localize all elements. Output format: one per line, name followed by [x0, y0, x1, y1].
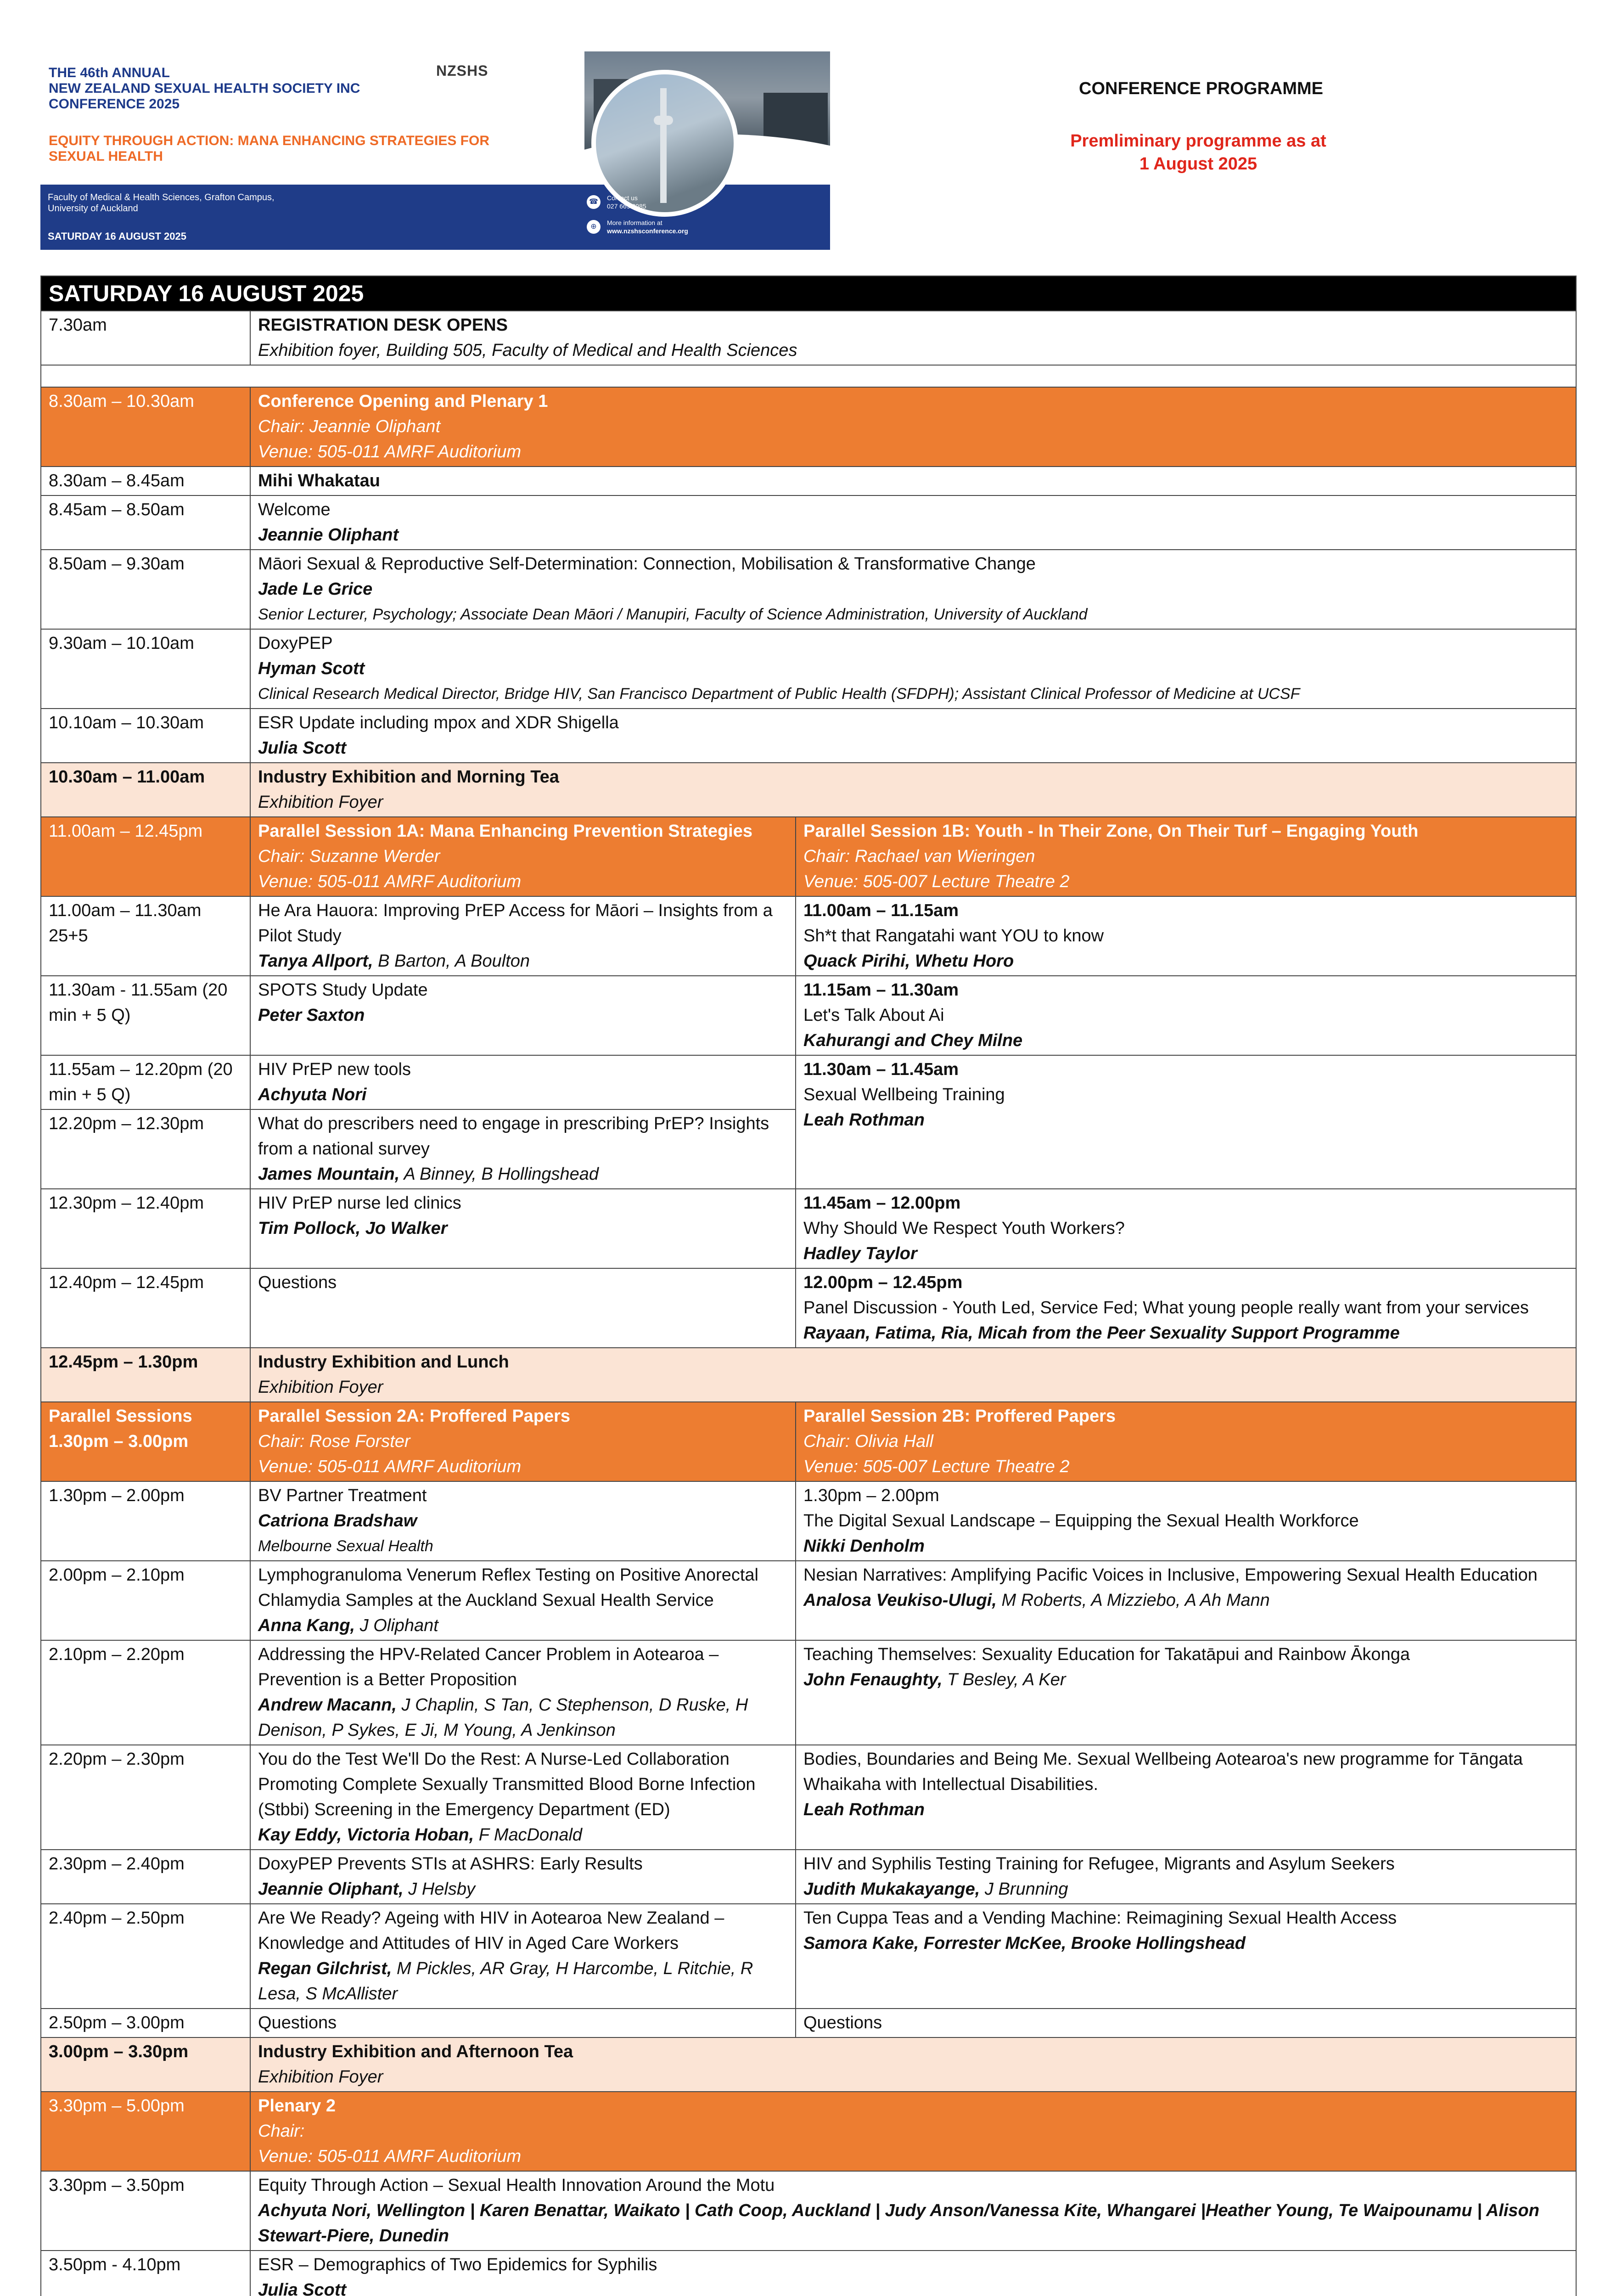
session-cell — [250, 2092, 1576, 2171]
parallel-session-cell — [796, 896, 1576, 976]
session-cell — [250, 2037, 1576, 2092]
session-text: Questions — [803, 2013, 882, 2032]
presenter-line: Tim Pollock, Jo Walker — [258, 1219, 448, 1238]
session-text: BV Partner Treatment — [258, 1486, 427, 1505]
document-title: CONFERENCE PROGRAMME — [1079, 79, 1324, 98]
presenter-text: Tanya Allport, — [258, 951, 373, 971]
time-cell: 8.30am – 10.30am — [41, 387, 250, 467]
presenter-text: Anna Kang, — [258, 1616, 355, 1635]
session-text: Chair: Olivia Hall — [803, 1432, 933, 1451]
time-cell: 10.30am – 11.00am — [41, 763, 250, 817]
session-title: Parallel Session 2B: Proffered Papers — [803, 1407, 1116, 1426]
session-text: Chair: Rachael van Wieringen — [803, 847, 1035, 866]
session-text: Exhibition Foyer — [258, 1378, 383, 1397]
programme-row — [41, 2092, 1576, 2171]
programme-row — [41, 467, 1576, 495]
programme-row — [41, 1640, 1576, 1745]
presenter-text: A Binney, B Hollingshead — [399, 1165, 599, 1184]
time-cell: 2.10pm – 2.20pm — [41, 1640, 250, 1745]
time-cell: 12.40pm – 12.45pm — [41, 1268, 250, 1348]
session-text: Teaching Themselves: Sexuality Education for Takatāpui and Rainbow Ākonga — [803, 1645, 1410, 1664]
session-cell — [250, 817, 796, 896]
session-cell — [250, 1850, 796, 1904]
session-text: HIV and Syphilis Testing Training for Refugee, Migrants and Asylum Seekers — [803, 1854, 1395, 1874]
session-text: Welcome — [258, 500, 331, 519]
presenter-line — [258, 1613, 789, 1638]
programme-row — [41, 1189, 1576, 1268]
session-text: Bodies, Boundaries and Being Me. Sexual Wellbeing Aotearoa's new programme for Tāngata Whaikaha with Intellectual Disabilities. — [803, 1750, 1523, 1794]
parallel-session-cell — [796, 1481, 1576, 1561]
session-cell — [250, 467, 1576, 495]
presenter-line: Kahurangi and Chey Milne — [803, 1031, 1023, 1050]
session-text: Ten Cuppa Teas and a Vending Machine: Reimagining Sexual Health Access — [803, 1908, 1397, 1928]
session-text: Addressing the HPV-Related Cancer Problem in Aotearoa – Prevention is a Better Proposition — [258, 1645, 719, 1689]
nzshs-logo: NZSHS — [436, 62, 488, 79]
presenter-text: J Chaplin, S Tan, C Stephenson, D Ruske, H Denison, P Sykes, E Ji, M Young, A Jenkinson — [258, 1695, 748, 1740]
parallel-session-cell — [796, 817, 1576, 896]
session-text: He Ara Hauora: Improving PrEP Access for Māori – Insights from a Pilot Study — [258, 901, 773, 945]
time-cell: 11.00am – 11.30am 25+5 — [41, 896, 250, 976]
session-cell — [250, 550, 1576, 629]
session-cell — [250, 1402, 796, 1481]
presenter-text: F MacDonald — [474, 1825, 583, 1845]
presenter-line — [258, 1956, 789, 2007]
presenter-text: M Pickles, AR Gray, H Harcombe, L Ritchie, R Lesa, S McAllister — [258, 1959, 753, 2003]
session-text: Māori Sexual & Reproductive Self-Determination: Connection, Mobilisation & Transformative Change — [258, 554, 1036, 574]
session-cell — [250, 1055, 796, 1109]
session-text: Exhibition foyer, Building 505, Faculty of Medical and Health Sciences — [258, 341, 797, 360]
session-text: Equity Through Action – Sexual Health Innovation Around the Motu — [258, 2176, 775, 2195]
programme-row — [41, 2251, 1576, 2296]
session-text: Sexual Wellbeing Training — [803, 1085, 1005, 1104]
session-text: What do prescribers need to engage in prescribing PrEP? Insights from a national survey — [258, 1114, 769, 1159]
presenter-line: Leah Rothman — [803, 1800, 925, 1819]
presenter-line: Quack Pirihi, Whetu Horo — [803, 951, 1014, 971]
presenter-line — [258, 1693, 789, 1743]
globe-icon: ⊕ — [587, 220, 601, 234]
presenter-line: Rayaan, Fatima, Ria, Micah from the Peer Sexuality Support Programme — [803, 1323, 1400, 1343]
session-text: Panel Discussion - Youth Led, Service Fed; What young people really want from your services — [803, 1298, 1529, 1317]
session-title: 11.15am – 11.30am — [803, 980, 959, 1000]
phone-icon: ☎ — [587, 195, 601, 209]
presenter-text: Judith Mukakayange, — [803, 1880, 980, 1899]
session-cell — [250, 2171, 1576, 2251]
banner-venue: Faculty of Medical & Health Sciences, Grafton Campus, University of Auckland — [48, 192, 275, 214]
session-cell — [250, 709, 1576, 763]
parallel-session-cell — [796, 1640, 1576, 1745]
presenter-line: Jeannie Oliphant — [258, 525, 399, 545]
session-text: 1.30pm – 2.00pm — [803, 1486, 939, 1505]
session-cell — [250, 1481, 796, 1561]
session-title: Industry Exhibition and Afternoon Tea — [258, 2042, 573, 2061]
programme-row — [41, 817, 1576, 896]
session-text: Let's Talk About Ai — [803, 1006, 944, 1025]
session-cell — [250, 495, 1576, 550]
time-cell: 8.50am – 9.30am — [41, 550, 250, 629]
session-cell — [250, 2251, 1576, 2296]
day-header-row — [41, 276, 1576, 311]
presenter-line — [258, 1162, 789, 1187]
time-cell: 1.30pm – 2.00pm — [41, 1481, 250, 1561]
session-title: Parallel Session 1A: Mana Enhancing Prevention Strategies — [258, 822, 753, 841]
banner-title: THE 46th ANNUAL NEW ZEALAND SEXUAL HEALTH SOCIETY INC CONFERENCE 2025 — [49, 65, 360, 112]
time-cell: 2.20pm – 2.30pm — [41, 1745, 250, 1850]
session-text: Questions — [258, 2013, 337, 2032]
session-title: Plenary 2 — [258, 2096, 336, 2116]
session-cell — [250, 387, 1576, 467]
presenter-line: Nikki Denholm — [803, 1536, 925, 1556]
banner-date: SATURDAY 16 AUGUST 2025 — [48, 231, 186, 242]
programme-row — [41, 550, 1576, 629]
session-cell — [250, 1640, 796, 1745]
time-cell: 3.30pm – 3.50pm — [41, 2171, 250, 2251]
parallel-session-cell — [796, 1904, 1576, 2009]
programme-row — [41, 1745, 1576, 1850]
presenter-line — [258, 1877, 789, 1902]
session-text: The Digital Sexual Landscape – Equipping the Sexual Health Workforce — [803, 1511, 1359, 1531]
session-text: Are We Ready? Ageing with HIV in Aotearoa New Zealand – Knowledge and Attitudes of HIV in Aged Care Workers — [258, 1908, 724, 1953]
day-header: SATURDAY 16 AUGUST 2025 — [41, 276, 1576, 311]
session-text: HIV PrEP new tools — [258, 1060, 411, 1079]
session-title: Industry Exhibition and Lunch — [258, 1352, 509, 1372]
banner-theme: EQUITY THROUGH ACTION: MANA ENHANCING STRATEGIES FOR SEXUAL HEALTH — [49, 133, 489, 164]
time-cell: 2.00pm – 2.10pm — [41, 1561, 250, 1640]
session-text: Venue: 505-011 AMRF Auditorium — [258, 442, 522, 461]
time-cell: 11.55am – 12.20pm (20 min + 5 Q) — [41, 1055, 250, 1109]
presenter-line: Julia Scott — [258, 2280, 347, 2296]
presenter-line: Achyuta Nori — [258, 1085, 367, 1104]
session-cell — [250, 1561, 796, 1640]
session-text: HIV PrEP nurse led clinics — [258, 1193, 461, 1213]
session-cell — [250, 976, 796, 1055]
presenter-text: J Oliphant — [355, 1616, 438, 1635]
presenter-line: Hyman Scott — [258, 659, 365, 678]
time-cell: 2.30pm – 2.40pm — [41, 1850, 250, 1904]
session-text: Why Should We Respect Youth Workers? — [803, 1219, 1125, 1238]
time-cell: 3.30pm – 5.00pm — [41, 2092, 250, 2171]
session-text: DoxyPEP Prevents STIs at ASHRS: Early Results — [258, 1854, 643, 1874]
programme-row — [41, 1402, 1576, 1481]
session-text: Senior Lecturer, Psychology; Associate Dean Māori / Manupiri, Faculty of Science Administration, University of Auckland — [258, 606, 1088, 623]
session-cell — [250, 1348, 1576, 1402]
programme-table — [40, 276, 1577, 2296]
programme-row — [41, 2009, 1576, 2037]
session-text: Chair: Rose Forster — [258, 1432, 410, 1451]
presenter-line: Achyuta Nori, Wellington | Karen Benattar, Waikato | Cath Coop, Auckland | Judy Anson/Vanessa Kite, Whangarei |Heather Young, Te Waipounamu | Alison Stewart-Piere, Dunedin — [258, 2201, 1539, 2245]
session-title: Conference Opening and Plenary 1 — [258, 392, 548, 411]
session-title: Mihi Whakatau — [258, 471, 381, 490]
conference-banner — [40, 51, 830, 250]
time-cell: 2.40pm – 2.50pm — [41, 1904, 250, 2009]
programme-row — [41, 763, 1576, 817]
session-text: Chair: — [258, 2122, 305, 2141]
parallel-session-cell — [796, 976, 1576, 1055]
programme-row — [41, 1055, 1576, 1109]
session-text: ESR – Demographics of Two Epidemics for Syphilis — [258, 2255, 657, 2274]
time-cell: 8.45am – 8.50am — [41, 495, 250, 550]
presenter-line: Jade Le Grice — [258, 580, 373, 599]
session-text: Exhibition Foyer — [258, 793, 383, 812]
presenter-line: Peter Saxton — [258, 1006, 365, 1025]
programme-row — [41, 387, 1576, 467]
presenter-line: Julia Scott — [258, 738, 347, 758]
session-cell — [250, 2009, 796, 2037]
presenter-text: Jeannie Oliphant, — [258, 1880, 404, 1899]
session-text: Venue: 505-011 AMRF Auditorium — [258, 1457, 522, 1476]
parallel-session-cell — [796, 1268, 1576, 1348]
banner-contact: ☎ Contact us 027 669 3985 ⊕ More information at www.nzshsconference.org — [587, 194, 688, 243]
session-cell — [250, 1904, 796, 2009]
time-cell: 11.30am - 11.55am (20 min + 5 Q) — [41, 976, 250, 1055]
presenter-text: T Besley, A Ker — [942, 1670, 1066, 1689]
presenter-line: Hadley Taylor — [803, 1244, 917, 1263]
session-title: 11.30am – 11.45am — [803, 1060, 959, 1079]
session-cell — [250, 1189, 796, 1268]
programme-row — [41, 1850, 1576, 1904]
session-cell — [250, 896, 796, 976]
presenter-text: J Helsby — [403, 1880, 476, 1899]
time-cell: 12.45pm – 1.30pm — [41, 1348, 250, 1402]
session-text: ESR Update including mpox and XDR Shigella — [258, 713, 619, 732]
session-title: 11.00am – 11.15am — [803, 901, 959, 920]
programme-row — [41, 1268, 1576, 1348]
session-text: Nesian Narratives: Amplifying Pacific Voices in Inclusive, Empowering Sexual Health Education — [803, 1565, 1538, 1585]
presenter-text: J Brunning — [980, 1880, 1068, 1899]
time-cell: 8.30am – 8.45am — [41, 467, 250, 495]
preliminary-notice: Premliminary programme as at 1 August 2025 — [1070, 131, 1326, 174]
parallel-session-cell — [796, 2009, 1576, 2037]
programme-row — [41, 1481, 1576, 1561]
presenter-text: Analosa Veukiso-Ulugi, — [803, 1591, 997, 1610]
programme-row — [41, 1904, 1576, 2009]
time-cell: 2.50pm – 3.00pm — [41, 2009, 250, 2037]
presenter-line — [258, 949, 789, 974]
presenter-text: John Fenaughty, — [803, 1670, 943, 1689]
session-text: Venue: 505-011 AMRF Auditorium — [258, 872, 522, 891]
session-text: Sh*t that Rangatahi want YOU to know — [803, 926, 1104, 945]
programme-row — [41, 311, 1576, 365]
programme-row — [41, 709, 1576, 763]
session-cell — [250, 1109, 796, 1189]
parallel-session-cell — [796, 1189, 1576, 1268]
parallel-session-cell — [796, 1055, 1576, 1189]
spacer-row — [41, 365, 1576, 387]
presenter-line: Samora Kake, Forrester McKee, Brooke Hollingshead — [803, 1934, 1246, 1953]
presenter-text: James Mountain, — [258, 1165, 400, 1184]
presenter-text: Kay Eddy, Victoria Hoban, — [258, 1825, 474, 1845]
programme-row — [41, 495, 1576, 550]
session-text: Chair: Jeannie Oliphant — [258, 417, 441, 436]
presenter-line — [258, 1823, 789, 1848]
session-cell — [250, 763, 1576, 817]
session-text: Venue: 505-007 Lecture Theatre 2 — [803, 1457, 1070, 1476]
session-text: Venue: 505-011 AMRF Auditorium — [258, 2147, 522, 2166]
time-cell: 3.50pm - 4.10pm — [41, 2251, 250, 2296]
session-text: Clinical Research Medical Director, Bridge HIV, San Francisco Department of Public Health (SFDPH); Assistant Clinical Professor of Medicine at UCSF — [258, 685, 1300, 703]
programme-row — [41, 629, 1576, 709]
session-text: Melbourne Sexual Health — [258, 1537, 433, 1555]
time-cell: Parallel Sessions 1.30pm – 3.00pm — [41, 1402, 250, 1481]
programme-row — [41, 896, 1576, 976]
session-cell — [250, 1268, 796, 1348]
session-title: Industry Exhibition and Morning Tea — [258, 767, 559, 787]
time-cell: 11.00am – 12.45pm — [41, 817, 250, 896]
programme-row — [41, 1348, 1576, 1402]
session-text: Exhibition Foyer — [258, 2067, 383, 2087]
session-cell — [250, 629, 1576, 709]
session-title: Parallel Session 1B: Youth - In Their Zone, On Their Turf – Engaging Youth — [803, 822, 1419, 841]
parallel-session-cell — [796, 1850, 1576, 1904]
session-title: Parallel Session 2A: Proffered Papers — [258, 1407, 571, 1426]
time-cell: 3.00pm – 3.30pm — [41, 2037, 250, 2092]
session-cell — [250, 1745, 796, 1850]
presenter-text: B Barton, A Boulton — [373, 951, 530, 971]
presenter-text: M Roberts, A Mizziebo, A Ah Mann — [996, 1591, 1270, 1610]
session-text: You do the Test We'll Do the Rest: A Nurse-Led Collaboration Promoting Complete Sexually Transmitted Blood Borne Infection (Stbbi) Screening in the Emergency Department (ED) — [258, 1750, 756, 1819]
time-cell: 12.20pm – 12.30pm — [41, 1109, 250, 1189]
session-title: 11.45am – 12.00pm — [803, 1193, 961, 1213]
presenter-line: Catriona Bradshaw — [258, 1511, 417, 1531]
presenter-line — [803, 1877, 1569, 1902]
presenter-line — [803, 1588, 1569, 1613]
time-cell: 12.30pm – 12.40pm — [41, 1189, 250, 1268]
presenter-line — [803, 1667, 1569, 1693]
session-text: Questions — [258, 1273, 337, 1292]
time-cell: 9.30am – 10.10am — [41, 629, 250, 709]
session-cell — [250, 311, 1576, 365]
programme-row — [41, 1561, 1576, 1640]
session-title: REGISTRATION DESK OPENS — [258, 315, 508, 335]
presenter-text: Regan Gilchrist, — [258, 1959, 392, 1978]
session-text: DoxyPEP — [258, 634, 333, 653]
parallel-session-cell — [796, 1745, 1576, 1850]
session-text: Venue: 505-007 Lecture Theatre 2 — [803, 872, 1070, 891]
session-text: Lymphogranuloma Venerum Reflex Testing on Positive Anorectal Chlamydia Samples at the Auckland Sexual Health Service — [258, 1565, 758, 1610]
programme-row — [41, 976, 1576, 1055]
presenter-line: Leah Rothman — [803, 1110, 925, 1130]
session-text: SPOTS Study Update — [258, 980, 428, 1000]
parallel-session-cell — [796, 1402, 1576, 1481]
programme-row — [41, 2171, 1576, 2251]
spacer-cell — [41, 365, 1576, 387]
programme-row — [41, 2037, 1576, 2092]
session-title: 12.00pm – 12.45pm — [803, 1273, 963, 1292]
time-cell: 7.30am — [41, 311, 250, 365]
session-text: Chair: Suzanne Werder — [258, 847, 440, 866]
time-cell: 10.10am – 10.30am — [41, 709, 250, 763]
parallel-session-cell — [796, 1561, 1576, 1640]
presenter-text: Andrew Macann, — [258, 1695, 397, 1715]
